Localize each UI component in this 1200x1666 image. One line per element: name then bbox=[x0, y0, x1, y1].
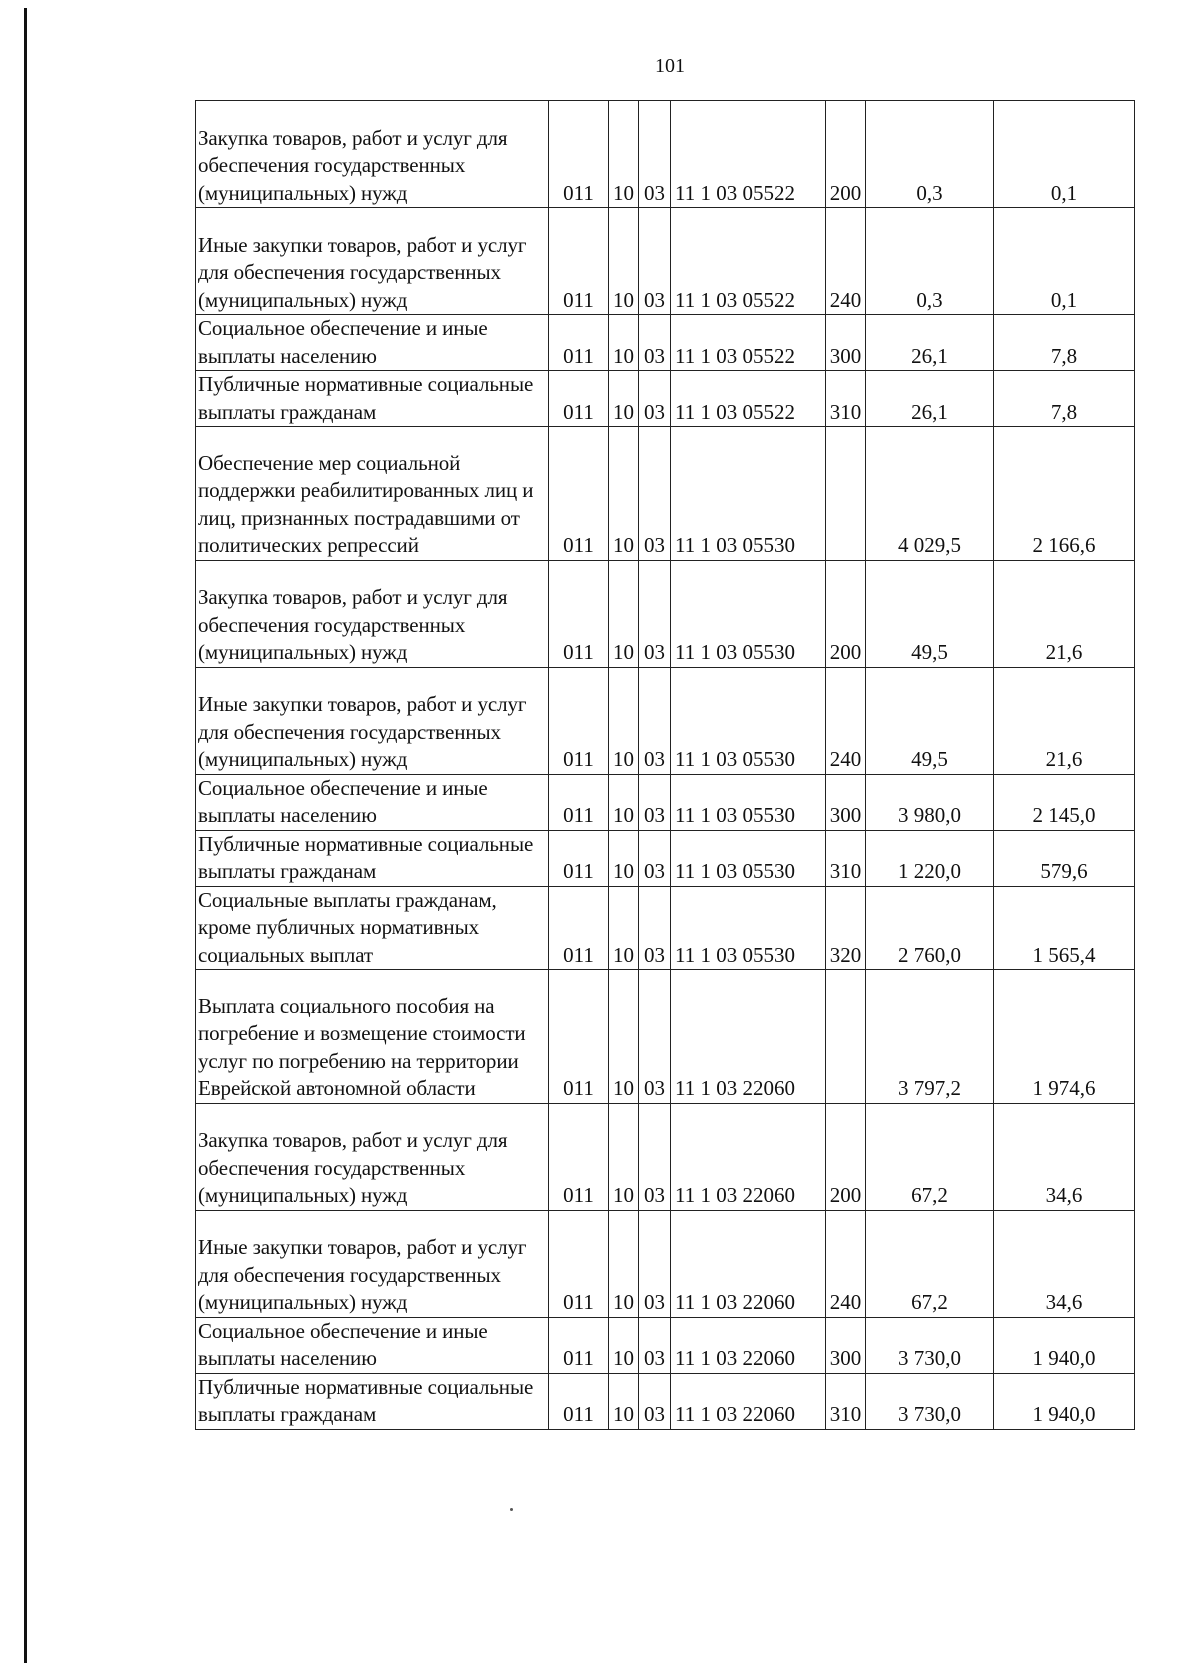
cell-name: Обеспечение мер социальной поддержки реабилитированных лиц и лиц, признанных пострадавшими от политических репрессий bbox=[196, 427, 549, 561]
cell-target-article: 11 1 03 05522 bbox=[671, 371, 826, 427]
cell-amount-actual: 0,1 bbox=[994, 101, 1135, 208]
table-row bbox=[196, 101, 1135, 208]
cell-expense-type: 200 bbox=[826, 101, 866, 208]
cell-target-article: 11 1 03 05530 bbox=[671, 427, 826, 561]
cell-expense-type: 310 bbox=[826, 830, 866, 886]
cell-amount-plan: 3 797,2 bbox=[866, 970, 994, 1104]
cell-name: Закупка товаров, работ и услуг для обеспечения государственных (муниципальных) нужд bbox=[196, 101, 549, 208]
cell-subsection: 03 bbox=[639, 1103, 671, 1210]
cell-name: Социальное обеспечение и иные выплаты населению bbox=[196, 315, 549, 371]
cell-expense-type: 310 bbox=[826, 1373, 866, 1429]
cell-target-article: 11 1 03 05522 bbox=[671, 208, 826, 315]
cell-amount-actual: 1 940,0 bbox=[994, 1373, 1135, 1429]
cell-amount-plan: 4 029,5 bbox=[866, 427, 994, 561]
cell-amount-actual: 21,6 bbox=[994, 667, 1135, 774]
cell-target-article: 11 1 03 05522 bbox=[671, 101, 826, 208]
cell-section: 10 bbox=[609, 830, 639, 886]
cell-amount-actual: 7,8 bbox=[994, 371, 1135, 427]
cell-subsection: 03 bbox=[639, 667, 671, 774]
cell-grbs: 011 bbox=[549, 970, 609, 1104]
cell-section: 10 bbox=[609, 1373, 639, 1429]
table-row bbox=[196, 774, 1135, 830]
cell-amount-actual: 21,6 bbox=[994, 560, 1135, 667]
cell-amount-plan: 49,5 bbox=[866, 560, 994, 667]
scan-speck bbox=[510, 1508, 513, 1511]
cell-amount-actual: 2 145,0 bbox=[994, 774, 1135, 830]
cell-section: 10 bbox=[609, 208, 639, 315]
cell-section: 10 bbox=[609, 1103, 639, 1210]
table-row bbox=[196, 560, 1135, 667]
cell-target-article: 11 1 03 05530 bbox=[671, 560, 826, 667]
cell-name: Иные закупки товаров, работ и услуг для обеспечения государственных (муниципальных) нужд bbox=[196, 667, 549, 774]
scan-border-line bbox=[24, 8, 27, 1663]
cell-subsection: 03 bbox=[639, 315, 671, 371]
table-body bbox=[196, 101, 1135, 1430]
cell-subsection: 03 bbox=[639, 101, 671, 208]
page-number: 101 bbox=[655, 55, 685, 77]
cell-name: Закупка товаров, работ и услуг для обеспечения государственных (муниципальных) нужд bbox=[196, 1103, 549, 1210]
cell-subsection: 03 bbox=[639, 560, 671, 667]
cell-expense-type: 240 bbox=[826, 1210, 866, 1317]
cell-section: 10 bbox=[609, 315, 639, 371]
cell-amount-plan: 67,2 bbox=[866, 1103, 994, 1210]
cell-grbs: 011 bbox=[549, 830, 609, 886]
cell-name: Выплата социального пособия на погребение и возмещение стоимости услуг по погребению на территории Еврейской автономной области bbox=[196, 970, 549, 1104]
cell-amount-actual: 1 565,4 bbox=[994, 886, 1135, 970]
cell-amount-actual: 2 166,6 bbox=[994, 427, 1135, 561]
cell-amount-actual: 1 974,6 bbox=[994, 970, 1135, 1104]
cell-expense-type: 300 bbox=[826, 315, 866, 371]
cell-grbs: 011 bbox=[549, 101, 609, 208]
cell-name: Иные закупки товаров, работ и услуг для обеспечения государственных (муниципальных) нужд bbox=[196, 1210, 549, 1317]
cell-amount-actual: 1 940,0 bbox=[994, 1317, 1135, 1373]
cell-section: 10 bbox=[609, 886, 639, 970]
cell-name: Социальное обеспечение и иные выплаты населению bbox=[196, 774, 549, 830]
cell-expense-type bbox=[826, 427, 866, 561]
cell-expense-type: 300 bbox=[826, 774, 866, 830]
cell-target-article: 11 1 03 05530 bbox=[671, 886, 826, 970]
cell-target-article: 11 1 03 22060 bbox=[671, 1373, 826, 1429]
cell-subsection: 03 bbox=[639, 1373, 671, 1429]
table-row bbox=[196, 1103, 1135, 1210]
table-row bbox=[196, 1210, 1135, 1317]
cell-target-article: 11 1 03 22060 bbox=[671, 1210, 826, 1317]
cell-target-article: 11 1 03 05530 bbox=[671, 774, 826, 830]
cell-grbs: 011 bbox=[549, 774, 609, 830]
cell-section: 10 bbox=[609, 1317, 639, 1373]
cell-grbs: 011 bbox=[549, 1210, 609, 1317]
cell-amount-actual: 579,6 bbox=[994, 830, 1135, 886]
cell-expense-type bbox=[826, 970, 866, 1104]
cell-expense-type: 310 bbox=[826, 371, 866, 427]
cell-expense-type: 300 bbox=[826, 1317, 866, 1373]
cell-expense-type: 240 bbox=[826, 667, 866, 774]
cell-name: Социальные выплаты гражданам, кроме публичных нормативных социальных выплат bbox=[196, 886, 549, 970]
cell-amount-plan: 0,3 bbox=[866, 208, 994, 315]
table-row bbox=[196, 208, 1135, 315]
cell-amount-plan: 3 730,0 bbox=[866, 1317, 994, 1373]
budget-table bbox=[195, 100, 1135, 1430]
cell-amount-plan: 0,3 bbox=[866, 101, 994, 208]
table-row bbox=[196, 1317, 1135, 1373]
cell-amount-plan: 1 220,0 bbox=[866, 830, 994, 886]
cell-amount-plan: 3 980,0 bbox=[866, 774, 994, 830]
cell-expense-type: 200 bbox=[826, 1103, 866, 1210]
cell-amount-actual: 34,6 bbox=[994, 1103, 1135, 1210]
cell-target-article: 11 1 03 05530 bbox=[671, 667, 826, 774]
cell-name: Публичные нормативные социальные выплаты гражданам bbox=[196, 1373, 549, 1429]
cell-amount-plan: 67,2 bbox=[866, 1210, 994, 1317]
cell-amount-plan: 26,1 bbox=[866, 315, 994, 371]
cell-subsection: 03 bbox=[639, 1317, 671, 1373]
table-row bbox=[196, 1373, 1135, 1429]
cell-section: 10 bbox=[609, 560, 639, 667]
cell-name: Социальное обеспечение и иные выплаты населению bbox=[196, 1317, 549, 1373]
cell-expense-type: 320 bbox=[826, 886, 866, 970]
cell-expense-type: 240 bbox=[826, 208, 866, 315]
cell-subsection: 03 bbox=[639, 427, 671, 561]
table-row bbox=[196, 371, 1135, 427]
cell-amount-actual: 34,6 bbox=[994, 1210, 1135, 1317]
table-row bbox=[196, 427, 1135, 561]
table-row bbox=[196, 970, 1135, 1104]
cell-subsection: 03 bbox=[639, 371, 671, 427]
cell-amount-plan: 3 730,0 bbox=[866, 1373, 994, 1429]
cell-section: 10 bbox=[609, 774, 639, 830]
cell-subsection: 03 bbox=[639, 886, 671, 970]
cell-amount-plan: 2 760,0 bbox=[866, 886, 994, 970]
cell-grbs: 011 bbox=[549, 371, 609, 427]
cell-subsection: 03 bbox=[639, 1210, 671, 1317]
cell-section: 10 bbox=[609, 101, 639, 208]
cell-section: 10 bbox=[609, 667, 639, 774]
cell-subsection: 03 bbox=[639, 774, 671, 830]
table-row bbox=[196, 315, 1135, 371]
cell-amount-actual: 7,8 bbox=[994, 315, 1135, 371]
cell-amount-actual: 0,1 bbox=[994, 208, 1135, 315]
cell-grbs: 011 bbox=[549, 1103, 609, 1210]
cell-section: 10 bbox=[609, 427, 639, 561]
table-row bbox=[196, 667, 1135, 774]
cell-section: 10 bbox=[609, 371, 639, 427]
cell-name: Публичные нормативные социальные выплаты гражданам bbox=[196, 371, 549, 427]
cell-target-article: 11 1 03 22060 bbox=[671, 970, 826, 1104]
cell-grbs: 011 bbox=[549, 1373, 609, 1429]
cell-section: 10 bbox=[609, 1210, 639, 1317]
cell-target-article: 11 1 03 05530 bbox=[671, 830, 826, 886]
cell-name: Закупка товаров, работ и услуг для обеспечения государственных (муниципальных) нужд bbox=[196, 560, 549, 667]
cell-grbs: 011 bbox=[549, 208, 609, 315]
cell-grbs: 011 bbox=[549, 1317, 609, 1373]
cell-subsection: 03 bbox=[639, 970, 671, 1104]
table-row bbox=[196, 886, 1135, 970]
cell-grbs: 011 bbox=[549, 315, 609, 371]
cell-section: 10 bbox=[609, 970, 639, 1104]
cell-name: Иные закупки товаров, работ и услуг для обеспечения государственных (муниципальных) нужд bbox=[196, 208, 549, 315]
cell-grbs: 011 bbox=[549, 886, 609, 970]
cell-name: Публичные нормативные социальные выплаты гражданам bbox=[196, 830, 549, 886]
cell-amount-plan: 49,5 bbox=[866, 667, 994, 774]
cell-expense-type: 200 bbox=[826, 560, 866, 667]
cell-subsection: 03 bbox=[639, 208, 671, 315]
cell-target-article: 11 1 03 05522 bbox=[671, 315, 826, 371]
table-row bbox=[196, 830, 1135, 886]
cell-grbs: 011 bbox=[549, 667, 609, 774]
cell-subsection: 03 bbox=[639, 830, 671, 886]
cell-target-article: 11 1 03 22060 bbox=[671, 1103, 826, 1210]
cell-grbs: 011 bbox=[549, 427, 609, 561]
cell-target-article: 11 1 03 22060 bbox=[671, 1317, 826, 1373]
cell-amount-plan: 26,1 bbox=[866, 371, 994, 427]
cell-grbs: 011 bbox=[549, 560, 609, 667]
